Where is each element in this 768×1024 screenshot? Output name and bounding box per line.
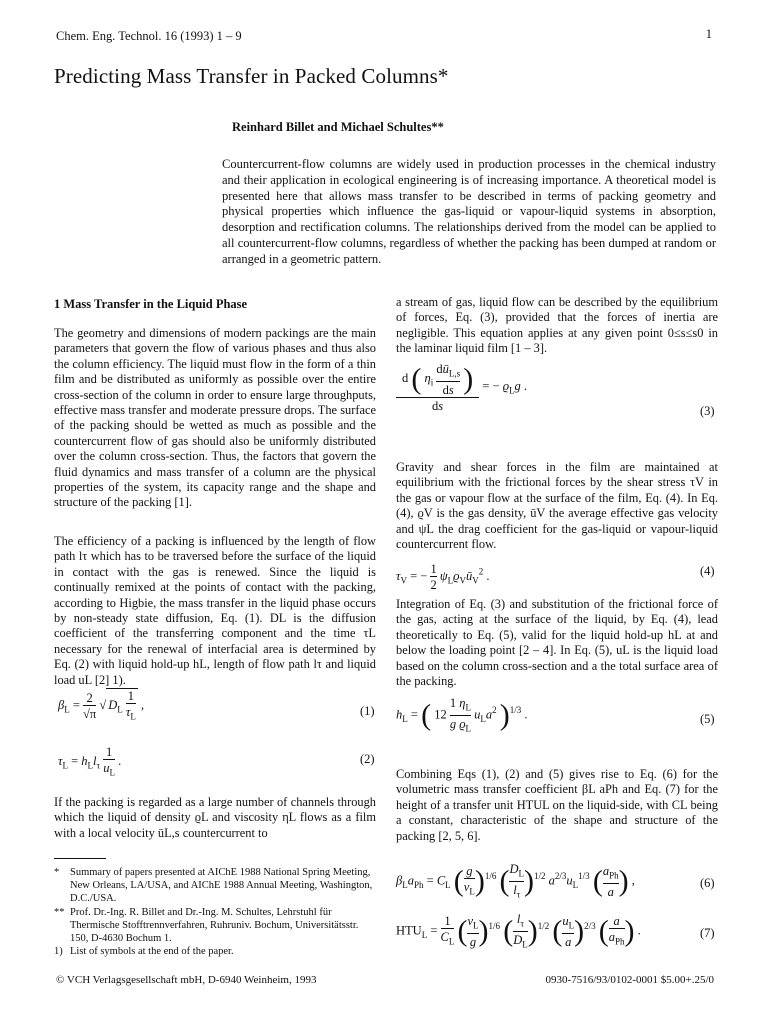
abstract: Countercurrent-flow columns are widely used in production processes in the chemical industry and their application in ecological engineering is of increasing importance. A theoretical model is presented here that allows mass transfer to be described in terms of packing geometry and physical properties which influence the gas-liquid or vapour-liquid systems in absorption, desorption and rectification columns. The relationships derived from the model can be applied to all countercurrent-flow columns, regardless of whether the packing has been dumped at random or arranged in a geometric pattern. [222,157,716,266]
paragraph-1: The geometry and dimensions of modern packings are the main parameters that govern the flow of various phases and thus also the column efficiency. The liquid must flow in the form of a thin film and be distributed as uniformly as possible over the entire cross-section of the column in order to ensure large throughputs, effective mass transfer and moderate pressure drops. The surface of the packing should be wetted as much as possible and the countercurrent flow of gas should also be uniformly distributed over the column cross-section. Thus, the factors that govern the fluid dynamics and mass transfer of a column are the physical properties of the system, its capacity range and the shape and structure of the packing [1]. [54,326,376,510]
equation-5-number: (5) [700,712,715,726]
equation-6: $\beta_La_{Ph} = C_L$ ( $\frac{g}{\nu_L}$ )$^{1/6}$ ( $\frac{D_L}{l_\tau}$ )$^{1/2}$ $a^{2/3}u_L^{1/3}$ ( $\frac{a_{Ph}}{a}$ ) , [396,862,635,899]
footnote-divider [54,858,106,859]
article-code: 0930-7516/93/0102-0001 $5.00+.25/0 [545,974,714,986]
equation-1-number: (1) [360,704,375,718]
equation-4-number: (4) [700,564,715,578]
authors: Reinhard Billet and Michael Schultes** [232,120,444,134]
equation-2-number: (2) [360,752,375,766]
equation-6-number: (6) [700,876,715,890]
copyright: © VCH Verlagsgesellschaft mbH, D-6940 Weinheim, 1993 [56,974,317,986]
right-paragraph-1: a stream of gas, liquid flow can be described by the equilibrium of forces, Eq. (3), provided that the forces of inertia are negligible. This equation applies at any given point 0≤s≤s0 in the laminar liquid film [1 – 3]. [396,295,718,356]
equation-7: $HTU_L$ = $\frac{1}{C_L}$ ( $\frac{\nu_L}{g}$ )$^{1/6}$ ( $\frac{l_\tau}{D_L}$ )$^{1/2}$ ( $\frac{u_L}{a}$ )$^{2/3}$ ( $\frac{a}{a_{Ph}}$ ) . [396,912,641,949]
equation-1: $\beta_L$ = $\frac{2}{√\pi}$ √ $D_L$ $\frac{1}{\tau_L}$ , [58,689,145,722]
equation-5: $h_L$ = ( 12 $\frac{1 \eta_L}{g ϱ_L}$ $u_La^2$ )$^{1/3}$ . [396,696,528,733]
right-paragraph-4: Combining Eqs (1), (2) and (5) gives rise to Eq. (6) for the volumetric mass transfer coefficient βL aPh and Eq. (7) for the height of a transfer unit HTUL on the liquid-side, with CL being a constant, characteristic of the shape and structure of the packing [2, 5, 6]. [396,767,718,843]
journal-citation: Chem. Eng. Technol. 16 (1993) 1 – 9 [56,29,242,43]
equation-3: d ( $\eta_i$ $\frac{dū_{L,s}}{ds}$ ) ds = − $ϱ_Lg$ . [396,362,527,413]
right-paragraph-3: Integration of Eq. (3) and substitution of the frictional force of the gas, acting at the surface of the liquid, by Eq. (4), lead theoretically to Eq. (5), valid for the liquid hold-up hL at and below the loading point [2 – 4]. In Eq. (5), uL is the liquid load based on the column cross-section and a the total surface area of the packing. [396,597,718,689]
right-paragraph-2: Gravity and shear forces in the film are maintained at equilibrium with the frictional forces by the shear stress τV in the gas or vapour flow at the surface of the film, Eq. (4). In Eq. (4), ϱV is the gas density, ūV the average effective gas velocity and ψL the drag coefficient for the gas-liquid or vapour-liquid countercurrent flow. [396,460,718,552]
equation-7-number: (7) [700,926,715,940]
footnotes [54,866,379,958]
footnote-item: ** Prof. Dr.-Ing. R. Billet and Dr.-Ing. M. Schultes, Lehrstuhl für Thermische Stofftrennverfahren, Ruhruniv. Bochum, Universitätsstr. 150, D-4630 Bochum 1. [54,906,359,945]
section-heading: 1 Mass Transfer in the Liquid Phase [54,297,248,311]
footnote-item: * Summary of papers presented at AIChE 1988 National Spring Meeting, New Orleans, LA/USA, and AIChE 1988 Annual Meeting, Washington, D.C./USA. [54,867,373,905]
paper-title: Predicting Mass Transfer in Packed Columns* [54,64,449,88]
equation-4: $\tau_V$ = − $\frac{1}{2}$ $\psi_Lϱ_Vū_V^2$ . [396,562,490,592]
footnote-item: 1) List of symbols at the end of the paper. [54,946,234,958]
equation-2: $\tau_L = h_Ll_\tau$ $\frac{1}{u_L}$ . [58,745,122,778]
equation-3-number: (3) [700,404,715,418]
paragraph-3: If the packing is regarded as a large number of channels through which the liquid of density ϱL and viscosity ηL flows as a film with a local velocity ūL,s countercurrent to [54,795,376,840]
paragraph-2: The efficiency of a packing is influenced by the length of flow path lτ which has to be traversed before the surface of the liquid in contact with the gas is renewed. Since the liquid is continually remixed at the points of contact with the packing, according to Higbie, the mass transfer in the liquid phase occurs by non-steady state diffusion, Eq. (1). DL is the diffusion coefficient of the transferring component and the time τL necessary for the renewal of interfacial area is determined by Eq. (2) with liquid hold-up hL, length of flow path lτ and liquid load uL [2] 1). [54,534,376,687]
page-number: 1 [705,27,712,41]
